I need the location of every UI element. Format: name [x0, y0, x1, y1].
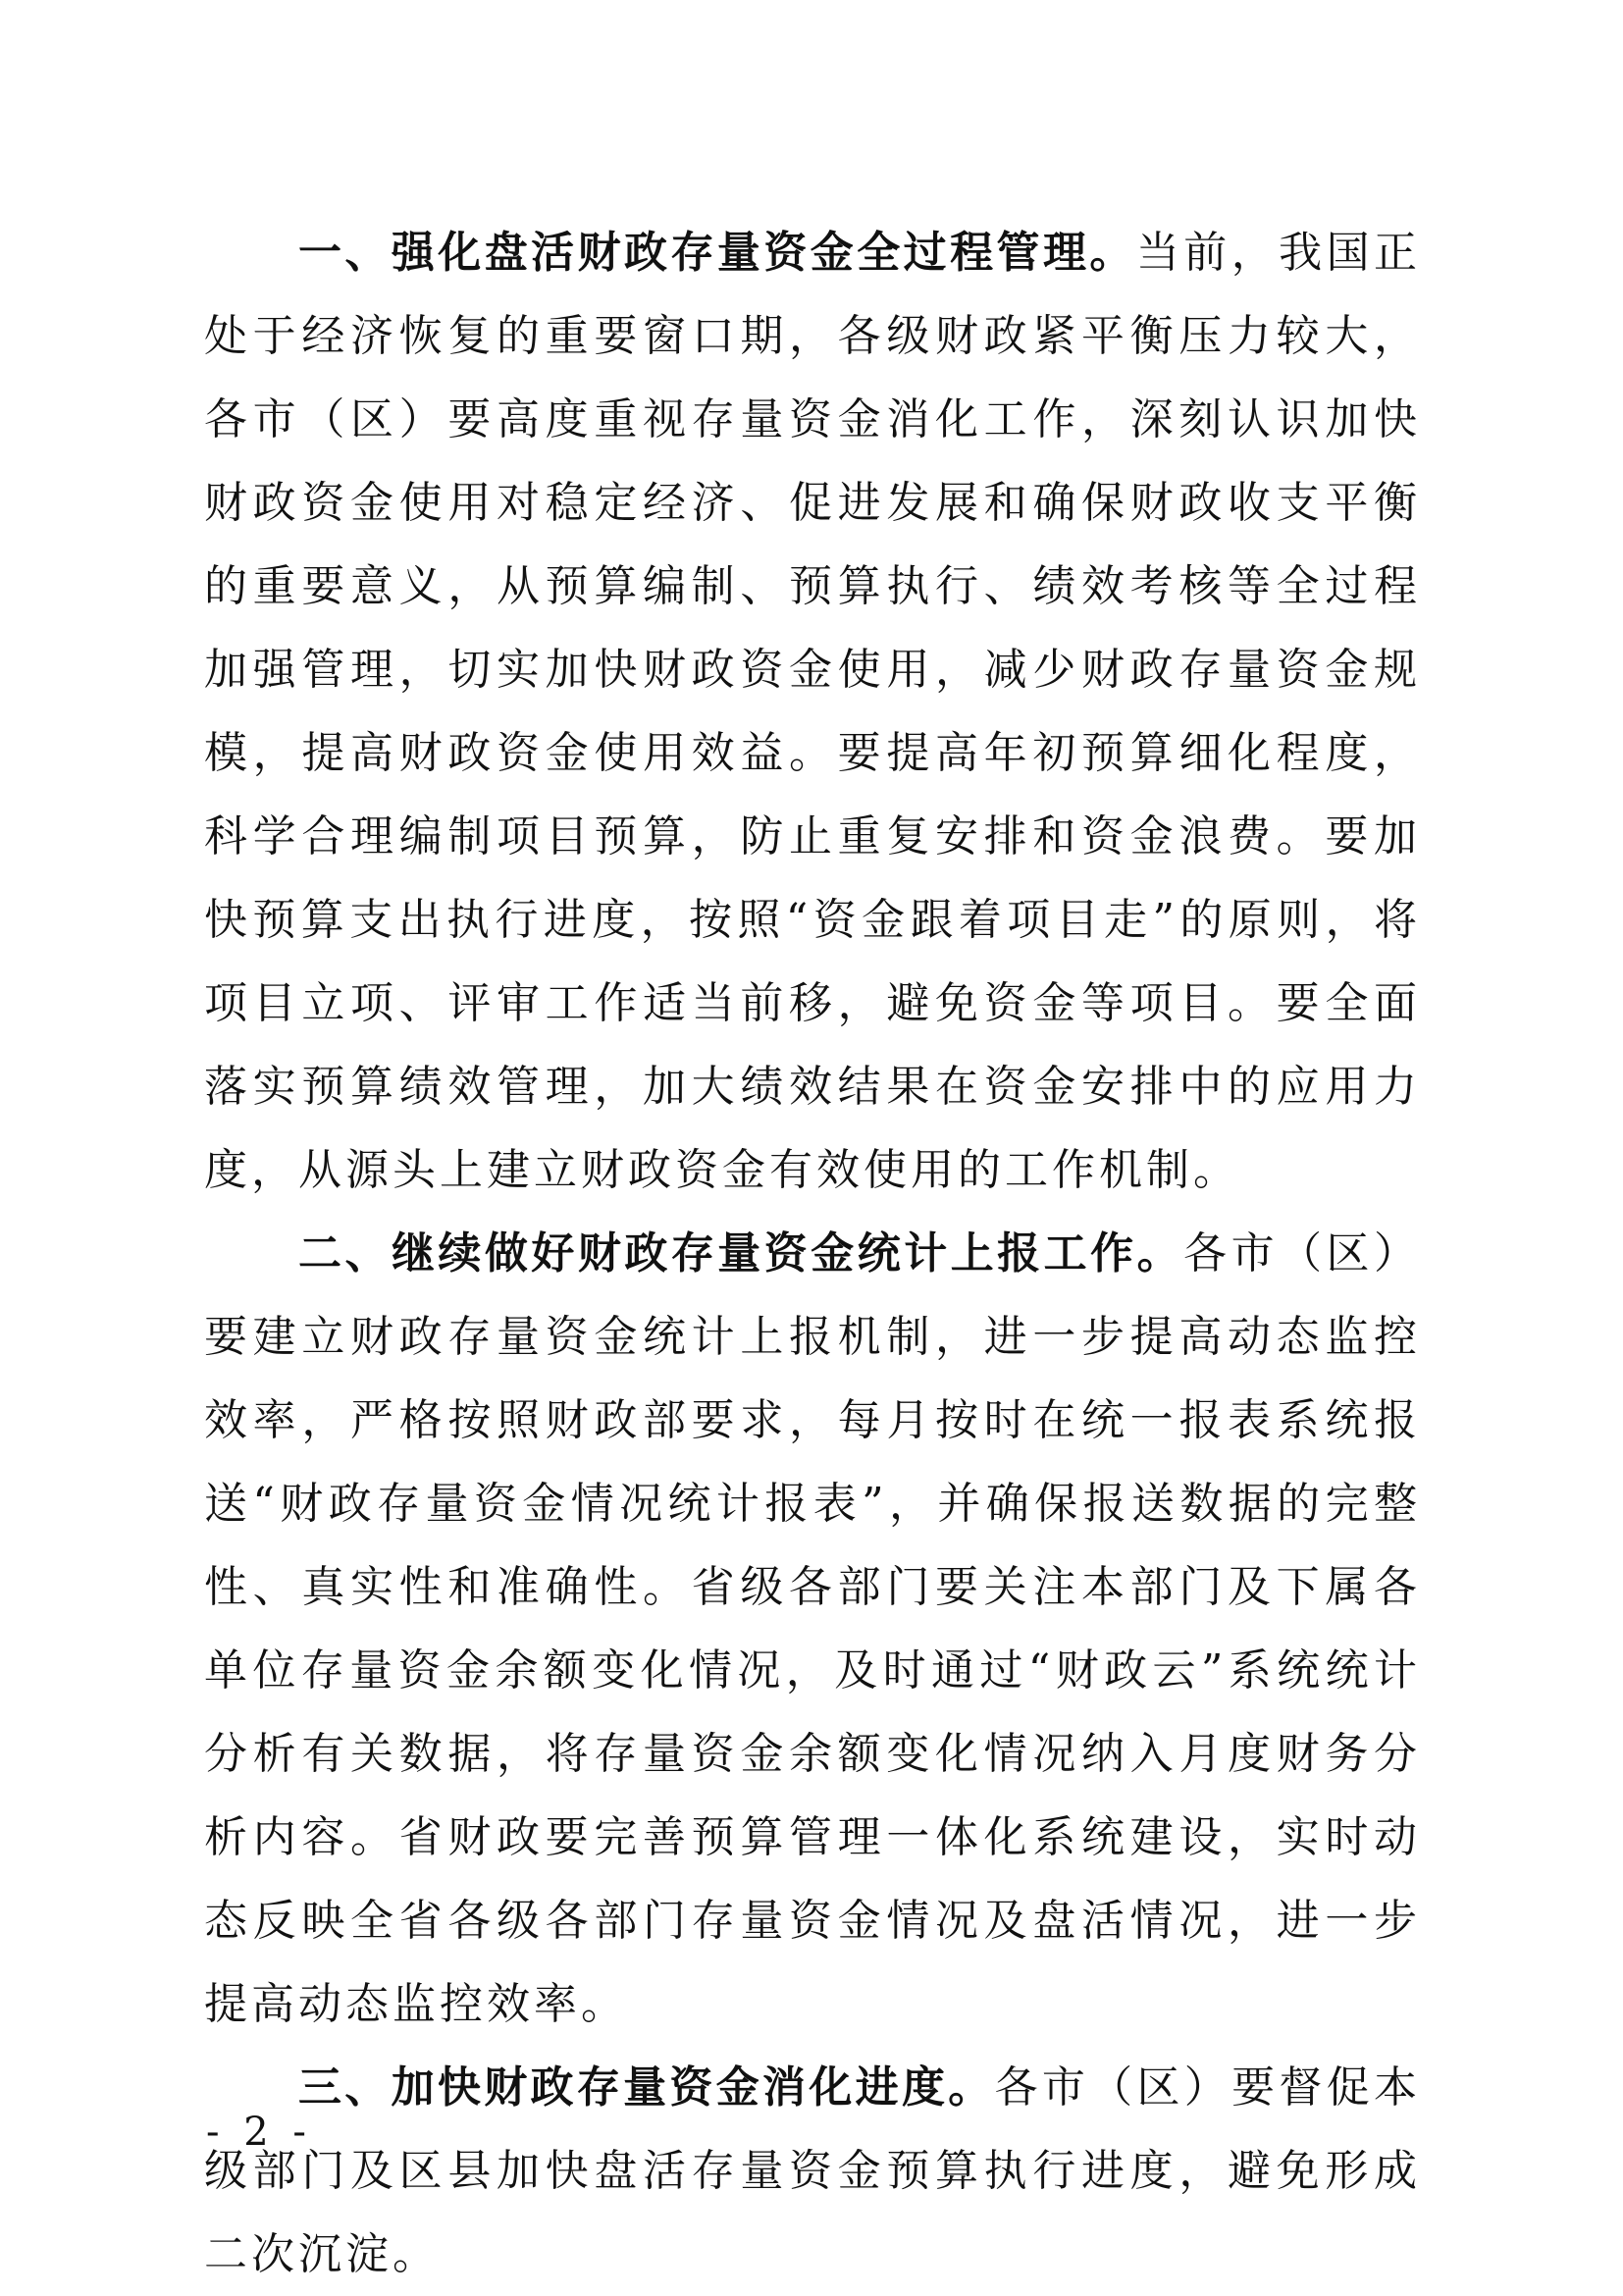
page-number: - 2 -	[206, 2110, 312, 2155]
paragraph-3-text: 各市（区）要督促本级部门及区县加快盘活存量资金预算执行进度，避免形成二次沉淀。	[204, 2062, 1422, 2279]
paragraph-3-heading: 三、加快财政存量资金消化进度。	[298, 2062, 995, 2113]
paragraph-2-text: 各市（区）要建立财政存量资金统计上报机制，进一步提高动态监控效率，严格按照财政部要求，每月按时在统一报表系统报送“财政存量资金情况统计报表”，并确保报送数据的完整性、真实性和准确性。省级各部门要关注本部门及下属各单位存量资金余额变化情况，及时通过“财政云”系统统计分析有关数据，将存量资金余额变化情况纳入月度财务分析内容。省财政要完善预算管理一体化系统建设，实时动态反映全省各级各部门存量资金情况及盘活情况，进一步提高动态监控效率。	[204, 1228, 1422, 2029]
paragraph-2	[204, 1212, 1421, 2046]
document-body	[204, 211, 1421, 2296]
paragraph-1-heading: 一、强化盘活财政存量资金全过程管理。	[298, 228, 1136, 278]
paragraph-1-text: 当前，我国正处于经济恢复的重要窗口期，各级财政紧平衡压力较大，各市（区）要高度重视存量资金消化工作，深刻认识加快财政资金使用对稳定经济、促进发展和确保财政收支平衡的重要意义，从预算编制、预算执行、绩效考核等全过程加强管理，切实加快财政资金使用，减少财政存量资金规模，提高财政资金使用效益。要提高年初预算细化程度，科学合理编制项目预算，防止重复安排和资金浪费。要加快预算支出执行进度，按照“资金跟着项目走”的原则，将项目立项、评审工作适当前移，避免资金等项目。要全面落实预算绩效管理，加大绩效结果在资金安排中的应用力度，从源头上建立财政资金有效使用的工作机制。	[204, 228, 1422, 1195]
paragraph-2-heading: 二、继续做好财政存量资金统计上报工作。	[298, 1228, 1184, 1278]
paragraph-1	[204, 211, 1421, 1212]
paragraph-3	[204, 2046, 1421, 2296]
